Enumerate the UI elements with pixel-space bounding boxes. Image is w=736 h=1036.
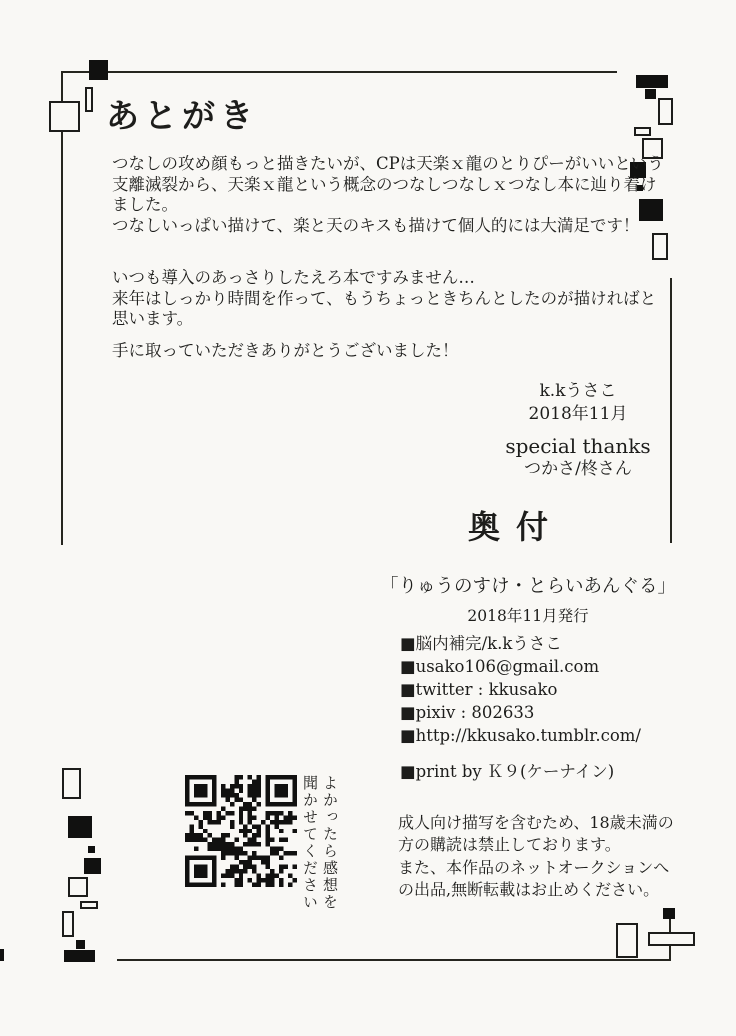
deco-black-square [663,908,675,919]
deco-black-rect [64,950,95,962]
afterword-paragraph-1 [112,154,664,237]
text-line: 支離滅裂から、天楽ｘ龍という概念のつなしつなしｘつなし本に辿り着け [112,174,657,194]
deco-black-square [88,846,95,853]
text-line: 成人向け描写を含むため、18歳未満の [398,813,674,832]
credit-url: ■http://kkusako.tumblr.com/ [400,726,641,745]
special-thanks-names: つかさ/柊さん [524,459,632,479]
deco-outline-rect [652,233,668,260]
deco-edge-mark [0,949,4,961]
deco-outline-rect [85,87,93,112]
print-credit: ■print by Ｋ９(ケーナイン) [400,762,615,781]
text-line: の出品,無断転載はお止めください。 [398,880,660,900]
frame-border-top [61,71,617,73]
deco-outline-rect [80,901,98,909]
frame-border-left [61,71,63,545]
qr-code [185,773,297,889]
afterword-paragraph-2 [112,268,656,330]
qr-caption-vertical-text [300,775,340,923]
deco-black-square [645,89,656,99]
text-line: 聞かせてください [301,775,319,911]
text-line: ました。 [112,195,178,215]
book-title-block [378,572,678,626]
signature-block [478,380,678,481]
deco-black-rect [636,75,668,88]
deco-outline-square [68,877,88,897]
deco-black-square [84,858,101,874]
frame-border-bottom [117,959,670,961]
credit-email: ■usako106@gmail.com [400,657,600,676]
text-line: よかったら感想を [321,775,339,911]
book-title: 「りゅうのすけ・とらいあんぐる」 [379,576,676,597]
text-line: 方の購読は禁止しております。 [398,835,621,855]
colophon-heading: 奥付 [468,508,565,546]
deco-outline-rect [658,98,673,125]
signature-author: k.kうさこ [539,381,617,401]
deco-outline-rect [634,127,651,136]
text-line: つなしの攻め顔もっと描きたいが、CPは天楽ｘ龍のとりぴーがいいという [112,154,664,173]
signature-date: 2018年11月 [528,404,628,424]
deco-outline-rect [648,932,695,946]
text-line: 思います。 [112,309,194,329]
deco-black-square [76,940,85,949]
text-line: いつも導入のあっさりしたえろ本ですみません… [112,268,475,287]
credit-pixiv: ■pixiv : 802633 [400,703,535,722]
text-line: また、本作品のネットオークションへ [398,857,670,877]
deco-outline-rect [616,923,638,958]
adult-disclaimer [398,812,674,902]
afterword-thanks-line: 手に取っていただきありがとうございました！ [112,341,459,360]
special-thanks-label: special thanks [505,434,651,458]
deco-outline-square [49,101,80,132]
deco-black-square [89,60,108,80]
deco-outline-rect [62,768,81,799]
credit-twitter: ■twitter : kkusako [400,680,558,699]
afterword-title: あとがき [106,96,258,135]
credits-list [400,632,641,747]
deco-outline-rect [62,911,74,937]
publish-date: 2018年11月発行 [467,607,589,625]
credit-circle: ■脳内補完/k.kうさこ [400,634,562,653]
deco-black-square [68,816,92,838]
text-line: 来年はしっかり時間を作って、もうちょっときちんとしたのが描ければと [112,288,657,308]
text-line: つなしいっぱい描けて、楽と天のキスも描けて個人的には大満足です！ [112,216,640,236]
